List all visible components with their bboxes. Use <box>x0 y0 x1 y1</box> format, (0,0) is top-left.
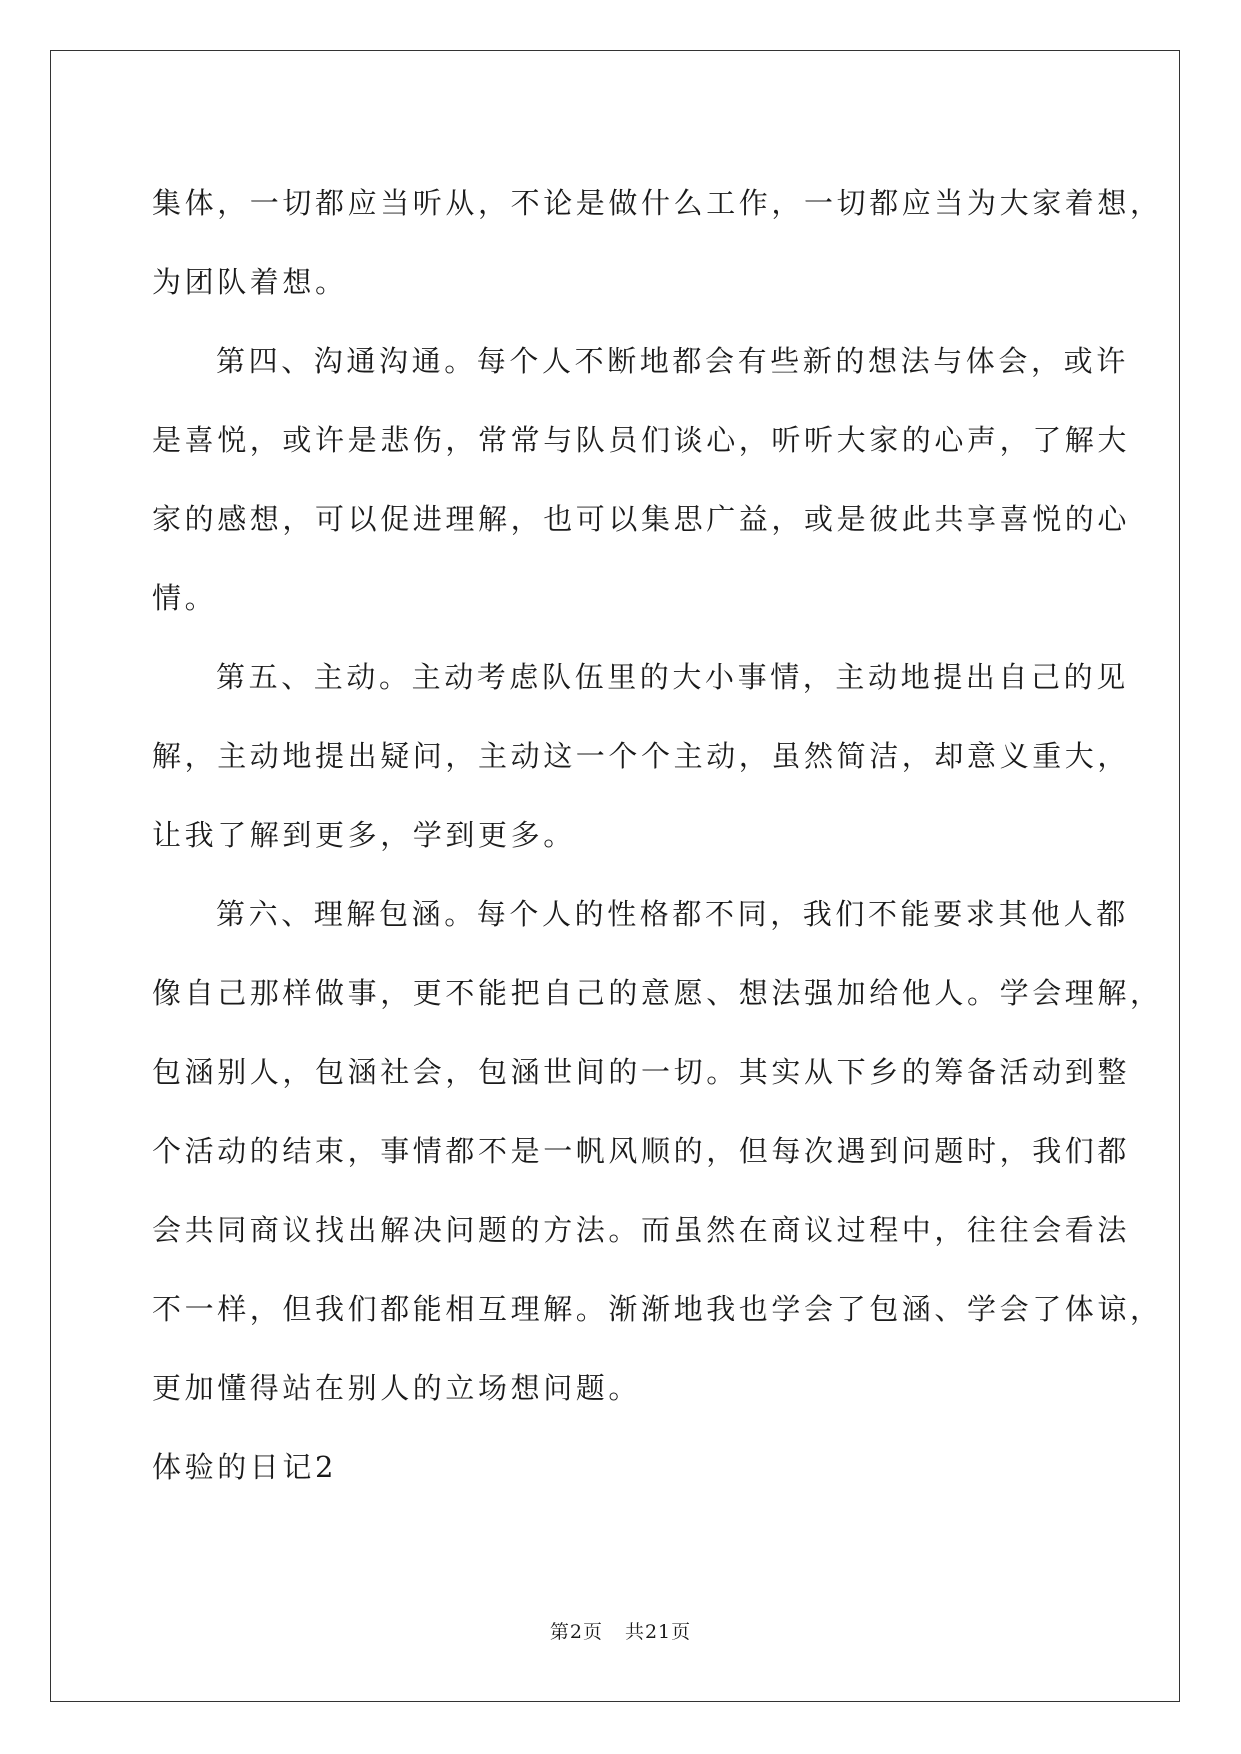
page-number-total: 共21页 <box>624 1621 692 1643</box>
paragraph-line: 解，主动地提出疑问，主动这一个个主动，虽然简洁，却意义重大， <box>152 739 1131 773</box>
paragraph-line: 第四、沟通沟通。每个人不断地都会有些新的想法与体会，或许 <box>216 344 1129 378</box>
paragraph-line: 让我了解到更多，学到更多。 <box>152 818 576 852</box>
paragraph-line: 集体，一切都应当听从，不论是做什么工作，一切都应当为大家着想， <box>152 186 1163 220</box>
paragraph-line: 为团队着想。 <box>152 265 348 299</box>
paragraph-line: 不一样，但我们都能相互理解。渐渐地我也学会了包涵、学会了体谅， <box>152 1292 1163 1326</box>
document-body <box>152 164 1163 1507</box>
paragraph-line: 会共同商议找出解决问题的方法。而虽然在商议过程中，往往会看法 <box>152 1213 1131 1247</box>
paragraph-line: 情。 <box>152 581 218 615</box>
section-heading: 体验的日记2 <box>152 1450 338 1484</box>
paragraph-line: 更加懂得站在别人的立场想问题。 <box>152 1371 642 1405</box>
paragraph-line: 第五、主动。主动考虑队伍里的大小事情，主动地提出自己的见 <box>216 660 1129 694</box>
page-number-current: 第2页 <box>549 1621 603 1643</box>
paragraph-line: 是喜悦，或许是悲伤，常常与队员们谈心，听听大家的心声，了解大 <box>152 423 1131 457</box>
paragraph-line: 个活动的结束，事情都不是一帆风顺的，但每次遇到问题时，我们都 <box>152 1134 1131 1168</box>
paragraph-line: 第六、理解包涵。每个人的性格都不同，我们不能要求其他人都 <box>216 897 1129 931</box>
page-footer <box>0 1620 1241 1644</box>
paragraph-line: 像自己那样做事，更不能把自己的意愿、想法强加给他人。学会理解， <box>152 976 1163 1010</box>
paragraph-line: 包涵别人，包涵社会，包涵世间的一切。其实从下乡的筹备活动到整 <box>152 1055 1131 1089</box>
paragraph-line: 家的感想，可以促进理解，也可以集思广益，或是彼此共享喜悦的心 <box>152 502 1131 536</box>
